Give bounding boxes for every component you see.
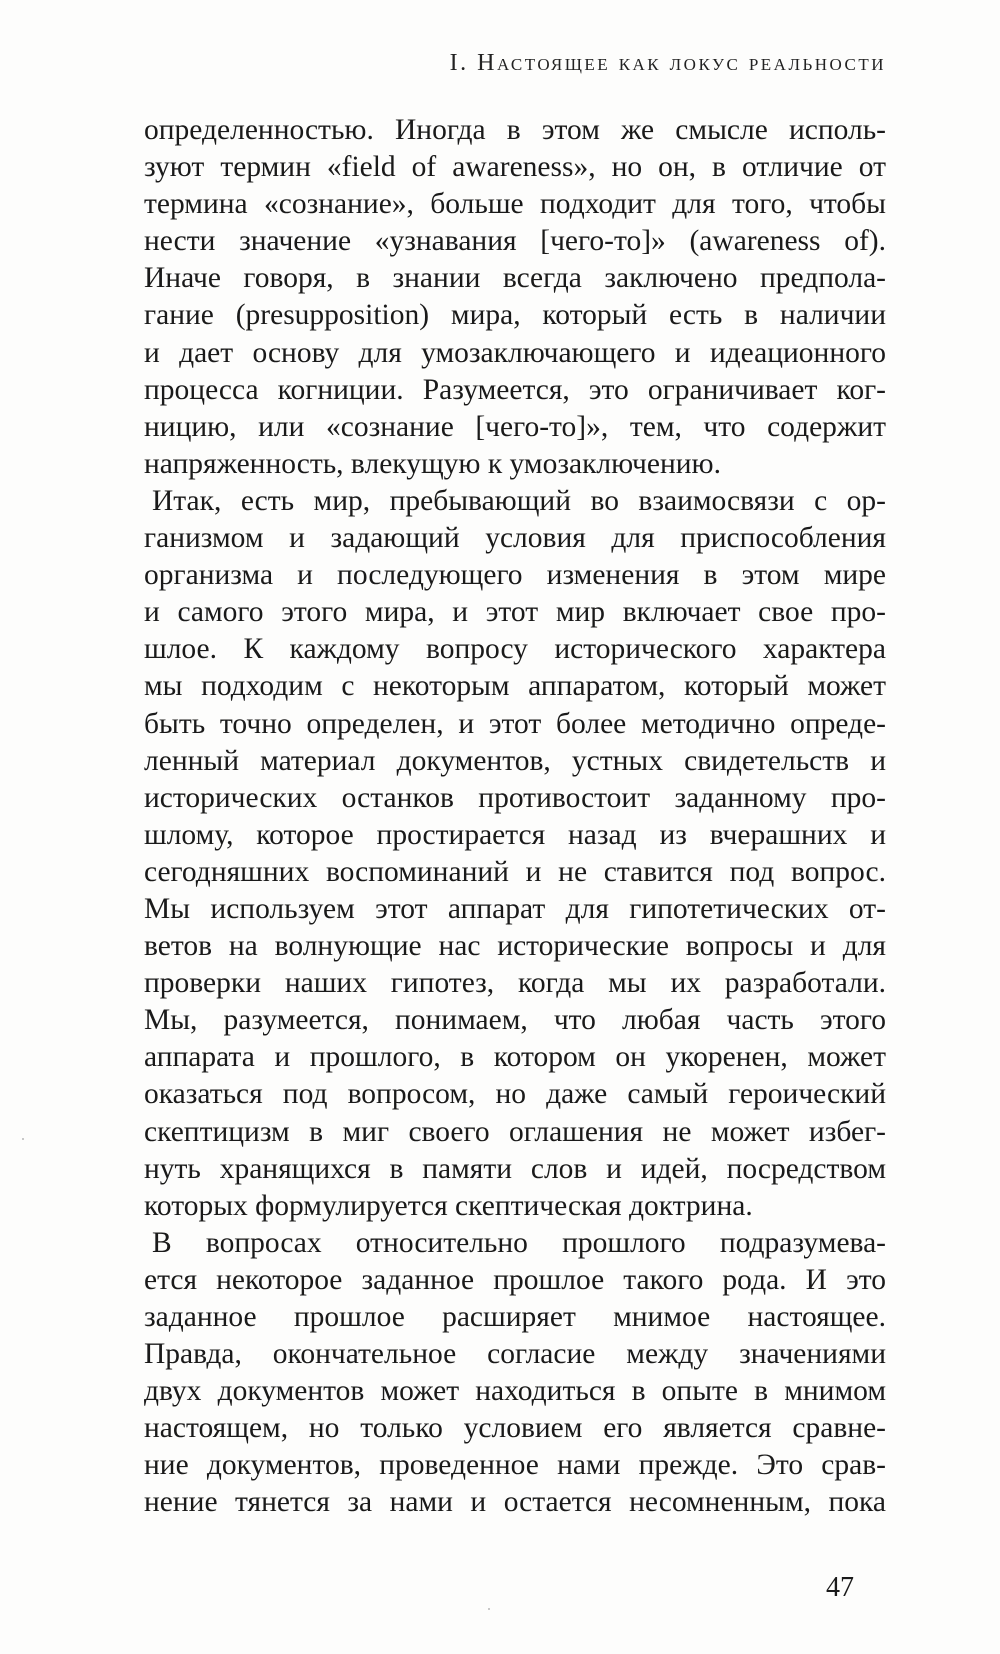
text-line: организма и последующего изменения в этом мире: [144, 559, 886, 592]
text-line: которых формулируется скептическая доктрина.: [144, 1189, 753, 1222]
text-line: процесса когниции. Разумеется, это ограничивает ког-: [144, 373, 886, 406]
text-line: исторических останков противостоит заданному про-: [144, 781, 886, 814]
text-line: Правда, окончательное согласие между значениями: [144, 1338, 886, 1371]
text-line: скептицизм в миг своего оглашения не может избег-: [144, 1115, 886, 1148]
text-line: быть точно определен, и этот более методично опреде-: [144, 707, 886, 740]
text-line: гание (presupposition) мира, который есть в наличии: [144, 299, 886, 332]
text-line: ленный материал документов, устных свидетельств и: [144, 744, 886, 777]
text-line: нение тянется за нами и остается несомненным, пока: [144, 1486, 886, 1519]
text-line: напряженность, влекущую к умозаключению.: [144, 447, 721, 480]
text-line: зуют термин «field of awareness», но он, в отличие от: [144, 151, 886, 184]
page-number: 47: [826, 1572, 854, 1603]
text-line: аппарата и прошлого, в котором он укоренен, может: [144, 1041, 886, 1074]
text-line: шлому, которое простирается назад из вчерашних и: [144, 818, 886, 851]
text-line: мы подходим с некоторым аппаратом, который может: [144, 670, 886, 703]
scan-speck: [22, 1138, 24, 1140]
text-line: ганизмом и задающий условия для приспособления: [144, 522, 886, 555]
text-line: ницию, или «сознание [чего-то]», тем, что содержит: [144, 410, 886, 443]
text-line: проверки наших гипотез, когда мы их разработали.: [144, 967, 886, 1000]
text-line: сегодняшних воспоминаний и не ставится под вопрос.: [144, 855, 886, 888]
text-line: оказаться под вопросом, но даже самый героический: [144, 1078, 886, 1111]
text-line: шлое. К каждому вопросу исторического характера: [144, 633, 886, 666]
text-line: определенностью. Иногда в этом же смысле исполь-: [144, 114, 886, 146]
text-line: термина «сознание», больше подходит для того, чтобы: [144, 188, 886, 221]
text-line: нести значение «узнавания [чего-то]» (awareness of).: [144, 225, 886, 258]
running-head: I. Настоящее как локус реальности: [449, 50, 886, 76]
text-line: нуть хранящихся в памяти слов и идей, посредством: [144, 1152, 886, 1185]
text-line: ется некоторое заданное прошлое такого рода. И это: [144, 1263, 886, 1296]
text-line: настоящем, но только условием его является сравне-: [144, 1412, 886, 1445]
text-line: ветов на волнующие нас исторические вопросы и для: [144, 930, 886, 963]
paragraph-first-line: В вопросах относительно прошлого подразумева-: [152, 1226, 886, 1259]
text-line: Мы, разумеется, понимаем, что любая часть этого: [144, 1004, 886, 1037]
paragraph-first-line: Итак, есть мир, пребывающий во взаимосвязи с ор-: [152, 484, 886, 517]
body-text: [144, 112, 886, 1522]
text-line: двух документов может находиться в опыте в мнимом: [144, 1375, 886, 1408]
text-line: Иначе говоря, в знании всегда заключено предпола-: [144, 262, 886, 295]
text-line: заданное прошлое расширяет мнимое настоящее.: [144, 1301, 886, 1333]
text-line: ние документов, проведенное нами прежде. Это срав-: [144, 1449, 886, 1482]
scan-speck: [488, 1608, 490, 1610]
text-line: и самого этого мира, и этот мир включает свое про-: [144, 596, 886, 629]
text-line: Мы используем этот аппарат для гипотетических от-: [144, 892, 886, 925]
text-line: и дает основу для умозаключающего и идеационного: [144, 336, 886, 369]
